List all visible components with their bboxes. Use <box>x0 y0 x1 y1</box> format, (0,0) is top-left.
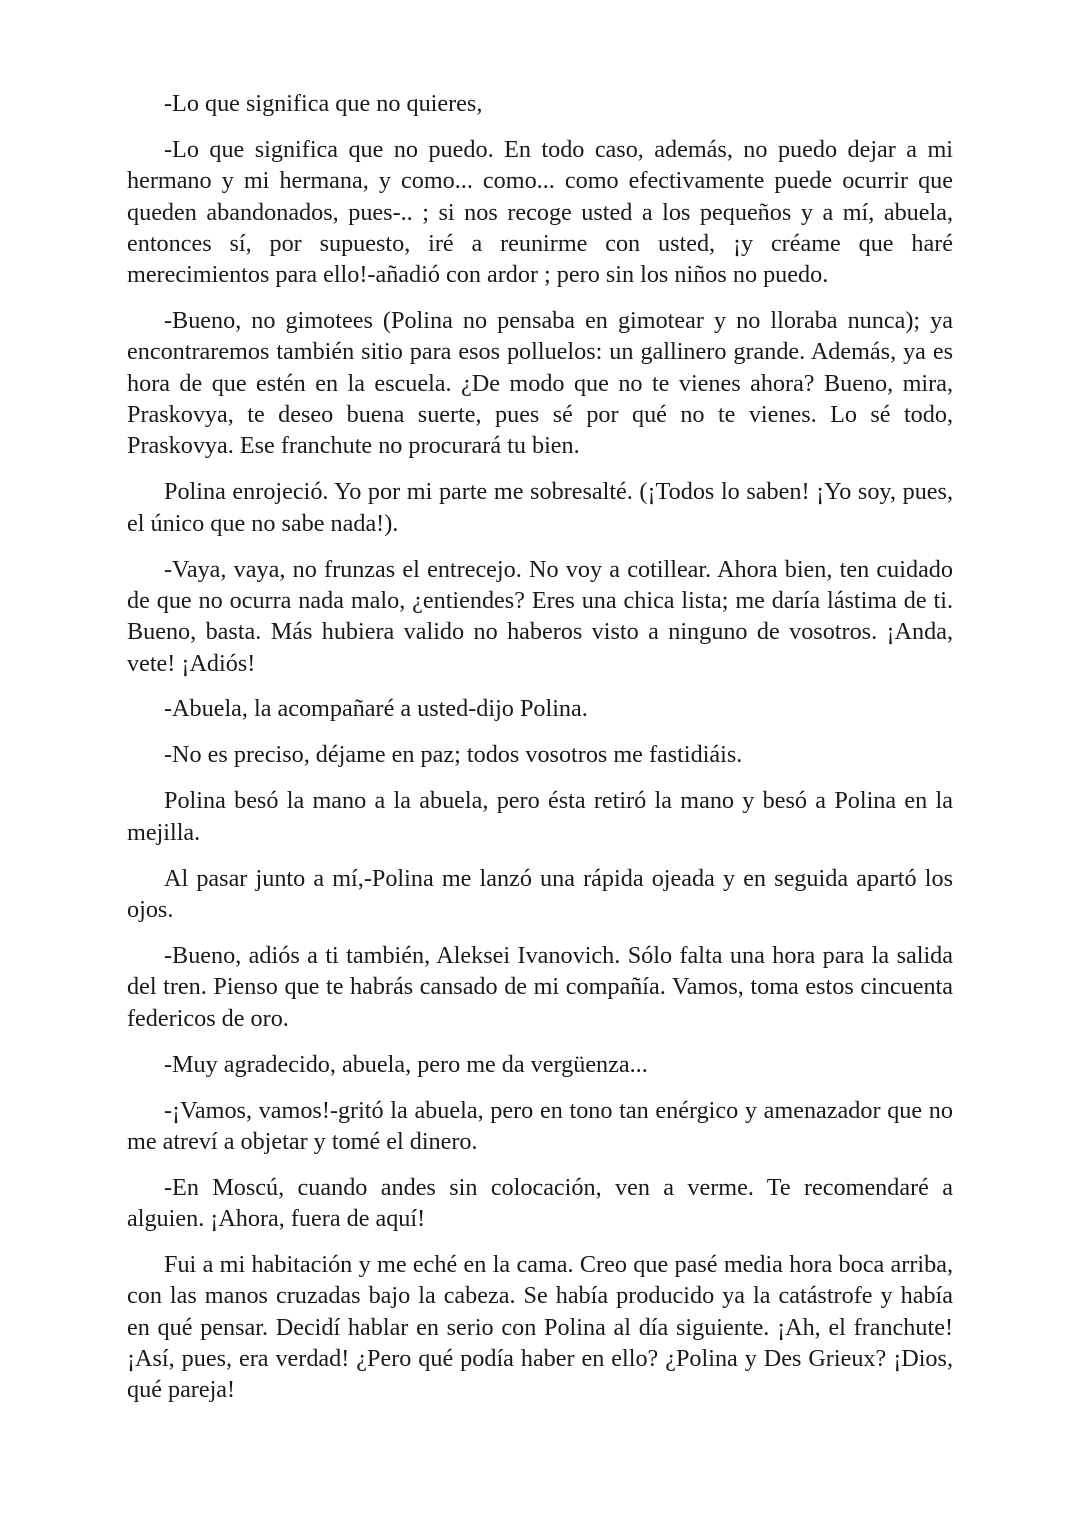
paragraph: -Lo que significa que no quieres, <box>164 90 483 117</box>
paragraph: -No es preciso, déjame en paz; todos vosotros me fastidiáis. <box>164 741 743 769</box>
paragraph: -Bueno, adiós a ti también, Aleksei Ivanovich. Sólo falta una hora para la salida del tren. Pienso que te habrás cansado de mi compañía. Vamos, toma estos cincuenta federicos de oro. <box>127 942 953 1032</box>
document-page <box>127 88 953 1420</box>
paragraph: -Muy agradecido, abuela, pero me da vergüenza... <box>164 1050 648 1078</box>
paragraph: -¡Vamos, vamos!-gritó la abuela, pero en tono tan enérgico y amenazador que no me atreví a objetar y tomé el dinero. <box>127 1096 953 1155</box>
paragraph: Fui a mi habitación y me eché en la cama. Creo que pasé media hora boca arriba, con las manos cruzadas bajo la cabeza. Se había producido ya la catástrofe y había en qué pensar. Decidí hablar en serio con Polina al día siguiente. ¡Ah, el franchute! ¡Así, pues, era verdad! ¿Pero qué podía haber en ello? ¿Polina y Des Grieux? ¡Dios, qué pareja! <box>127 1251 953 1404</box>
paragraph: -Abuela, la acompañaré a usted-dijo Polina. <box>164 695 588 723</box>
paragraph: -Vaya, vaya, no frunzas el entrecejo. No voy a cotillear. Ahora bien, ten cuidado de que no ocurra nada malo, ¿entiendes? Eres una chica lista; me daría lástima de ti. Bueno, basta. Más hubiera valido no haberos visto a ninguno de vosotros. ¡Anda, vete! ¡Adiós! <box>127 555 953 677</box>
paragraph: -En Moscú, cuando andes sin colocación, ven a verme. Te recomendaré a alguien. ¡Ahora, fuera de aquí! <box>127 1173 953 1233</box>
paragraph: -Lo que significa que no puedo. En todo caso, además, no puedo dejar a mi hermano y mi hermana, y como... como... como efectivamente puede ocurrir que queden abandonados, pues-.. ; si nos recoge usted a los pequeños y a mí, abuela, entonces sí, por supuesto, iré a reunirme con usted, ¡y créame que haré merecimientos para ello!-añadió con ardor ; pero sin los niños no puedo. <box>127 135 953 289</box>
paragraph: -Bueno, no gimotees (Polina no pensaba en gimotear y no lloraba nunca); ya encontraremos también sitio para esos polluelos: un gallinero grande. Además, ya es hora de que estén en la escuela. ¿De modo que no te vienes ahora? Bueno, mira, Praskovya, te deseo buena suerte, pues sé por qué no te vienes. Lo sé todo, Praskovya. Ese franchute no procurará tu bien. <box>127 307 953 460</box>
paragraph: Al pasar junto a mí,-Polina me lanzó una rápida ojeada y en seguida apartó los ojos. <box>127 864 953 924</box>
paragraph: Polina enrojeció. Yo por mi parte me sobresalté. (¡Todos lo saben! ¡Yo soy, pues, el único que no sabe nada!). <box>127 478 953 537</box>
paragraph: Polina besó la mano a la abuela, pero ésta retiró la mano y besó a Polina en la mejilla. <box>127 787 953 846</box>
